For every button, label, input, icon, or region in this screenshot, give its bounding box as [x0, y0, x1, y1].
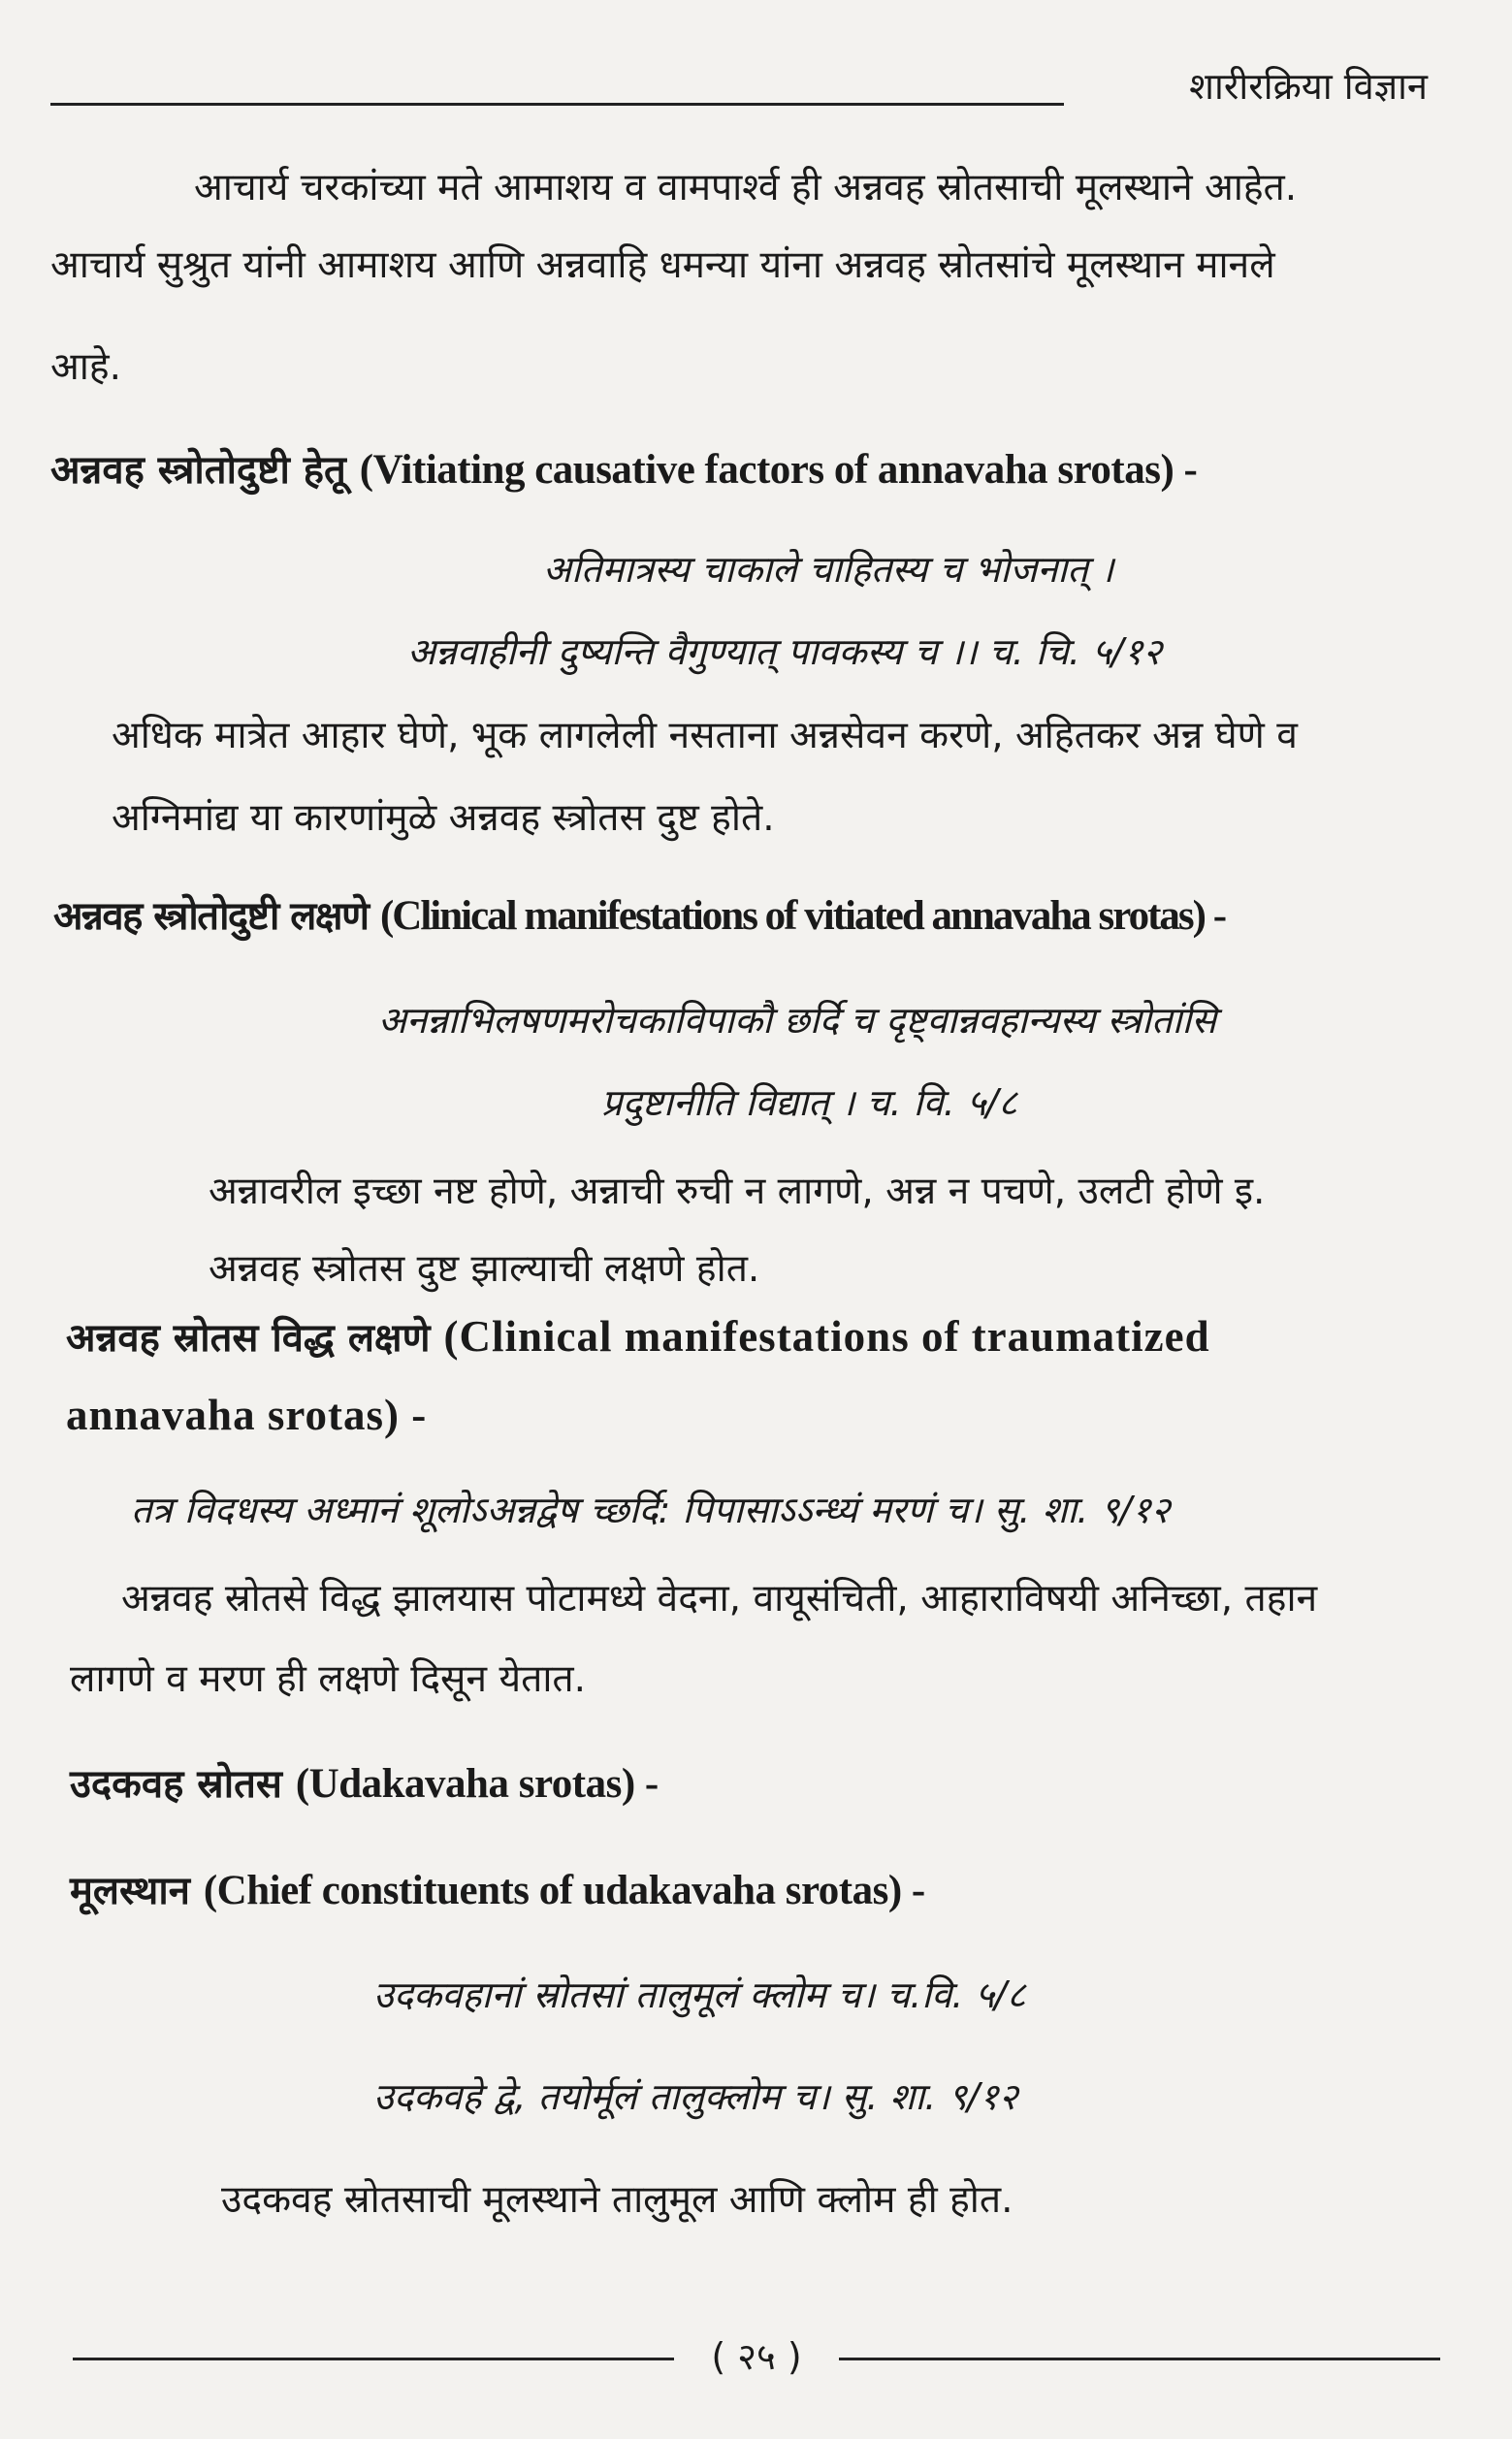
- page-number: ( २५ ): [711, 2335, 802, 2378]
- heading-mr: मूलस्थान: [70, 1869, 204, 1913]
- heading-mulasthana: [70, 1862, 925, 1915]
- p4-line1: अन्नवह स्रोतसे विद्ध झालयास पोटामध्ये वेदना, वायूसंचिती, आहाराविषयी अनिच्छा, तहान: [121, 1577, 1318, 1621]
- footer-rule-right: [839, 2358, 1440, 2360]
- p5-line1: उदकवह स्रोतसाची मूलस्थाने तालुमूल आणि क्लोम ही होत.: [221, 2178, 1013, 2222]
- p3-line2: अन्नवह स्त्रोतस दुष्ट झाल्याची लक्षणे होत.: [209, 1247, 760, 1291]
- heading-vitiating-factors: [50, 441, 1197, 495]
- heading-mr: अन्नवह स्रोतस विद्ध लक्षणे: [66, 1316, 444, 1361]
- verse4-line1: उदकवहानां स्रोतसां तालुमूलं क्लोम च। च.वि. ५/८: [373, 1974, 1026, 2016]
- heading-en: (Chief constituents of udakavaha srotas) -: [203, 1868, 925, 1913]
- verse1-line1: अतिमात्रस्य चाकाले चाहितस्य च भोजनात् ।: [543, 548, 1114, 591]
- header-title: शारीरक्रिया विज्ञान: [1189, 65, 1428, 108]
- heading-en: (Udakavaha srotas) -: [295, 1761, 659, 1807]
- p1-line3: आहे.: [50, 345, 121, 389]
- heading-en-cont: annavaha srotas) -: [66, 1391, 428, 1439]
- verse2-line2: प्रदुष्टानीति विद्यात् । च. वि. ५/८: [601, 1081, 1018, 1124]
- heading-en: (Clinical manifestations of traumatized: [443, 1312, 1210, 1361]
- running-header: [50, 60, 1428, 118]
- verse3-line1: तत्र विदधस्य अध्मानं शूलोऽअन्नद्वेष च्छर्दि: पिपासाऽऽन्ध्यं मरणं च। सु. शा. ९/१२: [131, 1489, 1171, 1531]
- p2-line2: अग्निमांद्य या कारणांमुळे अन्नवह स्त्रोतस दुष्ट होते.: [112, 796, 775, 840]
- header-rule: [50, 103, 1064, 106]
- heading-traumatized-manifestations: [66, 1309, 1210, 1363]
- p1-line1: आचार्य चरकांच्या मते आमाशय व वामपार्श्व ही अन्नवह स्रोतसाची मूलस्थाने आहेत.: [194, 166, 1298, 209]
- heading-mr: अन्नवह स्त्रोतोदुष्टी हेतू: [50, 448, 360, 493]
- p1-line2: आचार्य सुश्रुत यांनी आमाशय आणि अन्नवाहि धमन्या यांना अन्नवह स्रोतसांचे मूलस्थान मानले: [50, 243, 1275, 287]
- p3-line1: अन्नावरील इच्छा नष्ट होणे, अन्नाची रुची न लागणे, अन्न न पचणे, उलटी होणे इ.: [209, 1170, 1266, 1213]
- p2-line1: अधिक मात्रेत आहार घेणे, भूक लागलेली नसताना अन्नसेवन करणे, अहितकर अन्न घेणे व: [112, 714, 1298, 757]
- page-footer: [73, 2323, 1440, 2381]
- verse4-line2: उदकवहे द्वे, तयोर्मूलं तालुक्लोम च। सु. शा. ९/१२: [373, 2075, 1018, 2118]
- verse2-line1: अनन्नाभिलषणमरोचकाविपाकौ छर्दि च दृष्ट्वान्नवहान्यस्य स्त्रोतांसि: [378, 999, 1217, 1042]
- heading-udakavaha: [70, 1755, 659, 1809]
- heading-en: (Vitiating causative factors of annavaha srotas) -: [359, 447, 1198, 493]
- heading-traumatized-line2: [66, 1390, 427, 1440]
- heading-en: (Clinical manifestations of vitiated annavaha srotas) -: [379, 893, 1226, 939]
- heading-vitiated-manifestations: [53, 887, 1225, 941]
- verse1-line2: अन्नवाहीनी दुष्यन्ति वैगुण्यात् पावकस्य च ।। च. चि. ५/१२: [407, 630, 1163, 673]
- heading-mr: उदकवह स्रोतस: [70, 1762, 296, 1807]
- heading-mr: अन्नवह स्त्रोतोदुष्टी लक्षणे: [53, 894, 380, 939]
- p4-line2: लागणे व मरण ही लक्षणे दिसून येतात.: [70, 1657, 587, 1701]
